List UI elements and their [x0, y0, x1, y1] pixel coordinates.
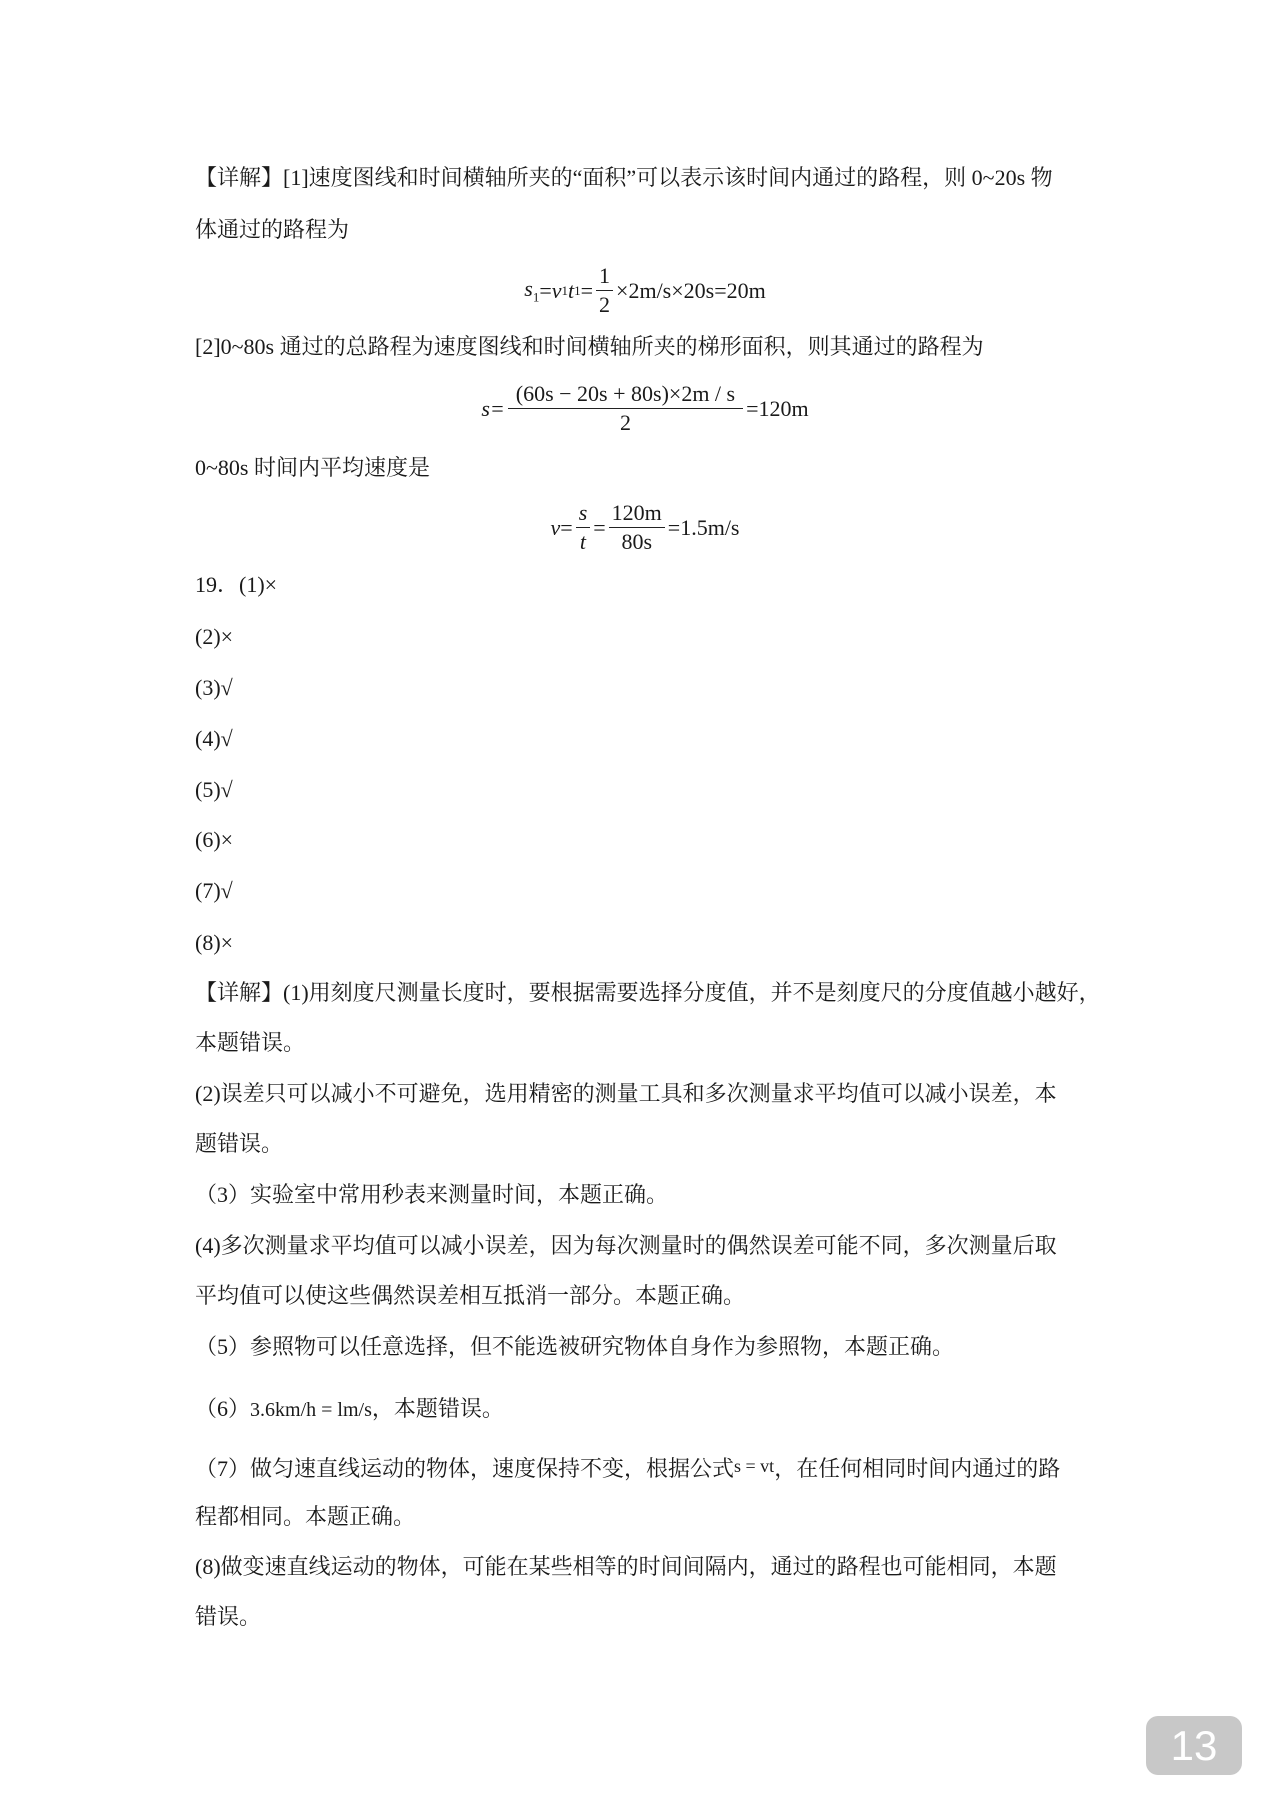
answer-line: (5)√ — [195, 777, 233, 802]
text-line: 【详解】[1]速度图线和时间横轴所夹的“面积”可以表示该时间内通过的路程，则 0~20s 物 — [195, 165, 1053, 190]
f1-eq: = — [580, 277, 594, 303]
denominator: 2 — [599, 292, 611, 317]
formula-s1 — [0, 262, 1280, 319]
fraction — [596, 262, 613, 319]
text: ，本题错误。 — [371, 1396, 504, 1421]
denominator: 80s — [621, 529, 653, 554]
f1-v: v — [551, 277, 562, 303]
denominator: t — [579, 529, 587, 554]
f3-eq: = — [560, 514, 573, 540]
answer-line: (8)× — [195, 930, 234, 955]
text-line: 体通过的路程为 — [195, 217, 350, 242]
fraction — [576, 499, 591, 556]
math: 3.6km/h = lm/s — [250, 1399, 372, 1421]
text: （6） — [195, 1396, 251, 1421]
answer-line: (2)× — [195, 624, 234, 649]
text-line: 题错误。 — [195, 1131, 284, 1156]
numerator: 1 — [596, 262, 613, 291]
text-line: (4)多次测量求平均值可以减小误差，因为每次测量时的偶然误差可能不同，多次测量后取 — [195, 1233, 1057, 1258]
f3-rest: =1.5m/s — [667, 514, 740, 540]
text-line: 错误。 — [195, 1604, 262, 1629]
text-line: (8)做变速直线运动的物体，可能在某些相等的时间间隔内，通过的路程也可能相同，本题 — [195, 1554, 1057, 1579]
f2-rest: =120m — [746, 395, 809, 421]
formula-v — [0, 499, 1280, 556]
f1-sub: 1 — [574, 282, 581, 298]
f1-lhs: s — [524, 275, 533, 301]
text-line: [2]0~80s 通过的总路程为速度图线和时间横轴所夹的梯形面积，则其通过的路程为 — [195, 334, 984, 359]
text-line — [195, 1451, 1060, 1481]
formula-s — [0, 380, 1280, 437]
f3-lhs: v — [550, 514, 561, 540]
text-line: 本题错误。 — [195, 1030, 306, 1055]
numerator: s — [576, 499, 591, 528]
text: （7）做匀速直线运动的物体，速度保持不变，根据公式 — [195, 1456, 735, 1481]
answer-line: (3)√ — [195, 675, 233, 700]
numerator: 120m — [609, 499, 665, 528]
answer-line: (4)√ — [195, 726, 233, 751]
math: s = vt — [734, 1456, 775, 1476]
text-line: （3）实验室中常用秒表来测量时间，本题正确。 — [195, 1182, 669, 1207]
fraction — [609, 499, 665, 556]
answer-line: 19．(1)× — [195, 572, 278, 597]
answer-line: (7)√ — [195, 878, 233, 903]
text-line: 0~80s 时间内平均速度是 — [195, 455, 430, 480]
f3-eq: = — [593, 514, 606, 540]
answer-line: (6)× — [195, 827, 234, 852]
f2-lhs: s= — [481, 395, 505, 421]
fraction — [508, 380, 743, 437]
text: ，在任何相同时间内通过的路 — [774, 1456, 1061, 1481]
text-line: 平均值可以使这些偶然误差相互抵消一部分。本题正确。 — [195, 1283, 746, 1308]
f1-t: t — [568, 277, 575, 303]
numerator: (60s − 20s + 80s)×2m / s — [508, 380, 743, 409]
f1-eq: = — [539, 277, 552, 303]
page-number-badge: 13 — [1146, 1716, 1242, 1775]
denominator: 2 — [619, 410, 631, 435]
text-line — [195, 1394, 504, 1424]
text-line: (2)误差只可以减小不可避免，选用精密的测量工具和多次测量求平均值可以减小误差，本 — [195, 1081, 1057, 1106]
text-line: 程都相同。本题正确。 — [195, 1504, 416, 1529]
f1-sub: 1 — [532, 289, 540, 305]
f1-rest: ×2m/s×20s=20m — [616, 277, 766, 303]
f1-sub: 1 — [561, 282, 568, 298]
text-line: （5）参照物可以任意选择，但不能选被研究物体自身作为参照物，本题正确。 — [195, 1334, 955, 1359]
text-line: 【详解】(1)用刻度尺测量长度时，要根据需要选择分度值，并不是刻度尺的分度值越小越好， — [195, 980, 1101, 1005]
